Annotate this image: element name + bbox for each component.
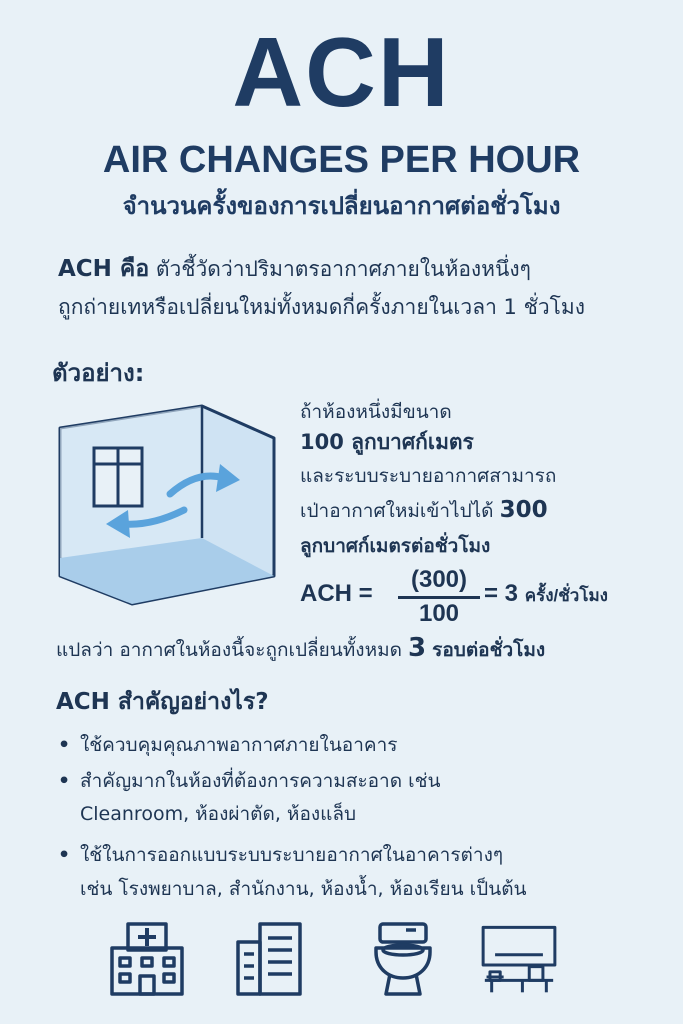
example-line-3: และระบบระบายอากาศสามารถ (300, 465, 557, 487)
meaning-value: 3 (408, 633, 427, 663)
list-item-text: ใช้ในการออกแบบระบบระบายอากาศในอาคารต่างๆ (80, 844, 504, 866)
page-title: ACH (232, 17, 451, 127)
room-illustration (52, 398, 282, 610)
example-line-1: ถ้าห้องหนึ่งมีขนาด (300, 401, 452, 423)
formula-numerator: (300) (410, 566, 468, 593)
ach-formula (300, 566, 680, 630)
toilet-icon (362, 918, 444, 1000)
formula-result-value: = 3 (484, 580, 519, 607)
definition-line-2: ถูกถ่ายเทหรือเปลี่ยนใหม่ทั้งหมดกี่ครั้งภายในเวลา 1 ชั่วโมง (58, 295, 585, 319)
office-building-icon (228, 918, 310, 1000)
definition-text-1: ตัวชี้วัดว่าปริมาตรอากาศภายในห้องหนึ่งๆ (155, 257, 531, 281)
example-airflow-value: 300 (499, 497, 548, 523)
bullet-icon: • (58, 770, 71, 792)
list-item-continuation: Cleanroom, ห้องผ่าตัด, ห้องแล็บ (80, 803, 357, 825)
formula-result (484, 580, 608, 609)
definition-term: ACH คือ (58, 256, 150, 282)
definition-line-1 (58, 254, 668, 284)
meaning-suffix: รอบต่อชั่วโมง (432, 639, 546, 661)
bullet-icon: • (58, 844, 71, 866)
example-line-4 (300, 496, 670, 525)
list-item-text: ใช้ควบคุมคุณภาพอากาศภายในอาคาร (80, 734, 398, 756)
formula-lhs: ACH = (300, 580, 373, 607)
bullet-icon: • (58, 734, 71, 756)
hospital-icon (106, 918, 188, 1000)
example-line-5: ลูกบาศก์เมตรต่อชั่วโมง (300, 535, 491, 557)
example-line-4-text: เป่าอากาศใหม่เข้าไปได้ (300, 500, 494, 522)
classroom-icon (478, 918, 560, 1000)
list-item (58, 766, 673, 796)
formula-denominator: 100 (418, 600, 460, 627)
list-item (58, 840, 673, 870)
example-meaning (56, 633, 676, 665)
meaning-text: แปลว่า อากาศในห้องนี้จะถูกเปลี่ยนทั้งหมด (56, 639, 402, 661)
list-item (58, 730, 673, 760)
example-heading: ตัวอย่าง: (52, 359, 145, 387)
formula-unit: ครั้ง/ชั่วโมง (524, 586, 608, 605)
example-line-2: 100 ลูกบาศก์เมตร (300, 430, 474, 454)
list-item-continuation: เช่น โรงพยาบาล, สำนักงาน, ห้องน้ำ, ห้องเรียน เป็นต้น (80, 878, 527, 900)
page-subtitle-english: AIR CHANGES PER HOUR (102, 139, 581, 181)
page-subtitle-thai: จำนวนครั้งของการเปลี่ยนอากาศต่อชั่วโมง (122, 192, 561, 220)
list-item-text: สำคัญมากในห้องที่ต้องการความสะอาด เช่น (80, 770, 441, 792)
formula-fraction-bar (398, 596, 480, 599)
importance-heading: ACH สำคัญอย่างไร? (56, 689, 269, 715)
window-icon (94, 448, 142, 506)
